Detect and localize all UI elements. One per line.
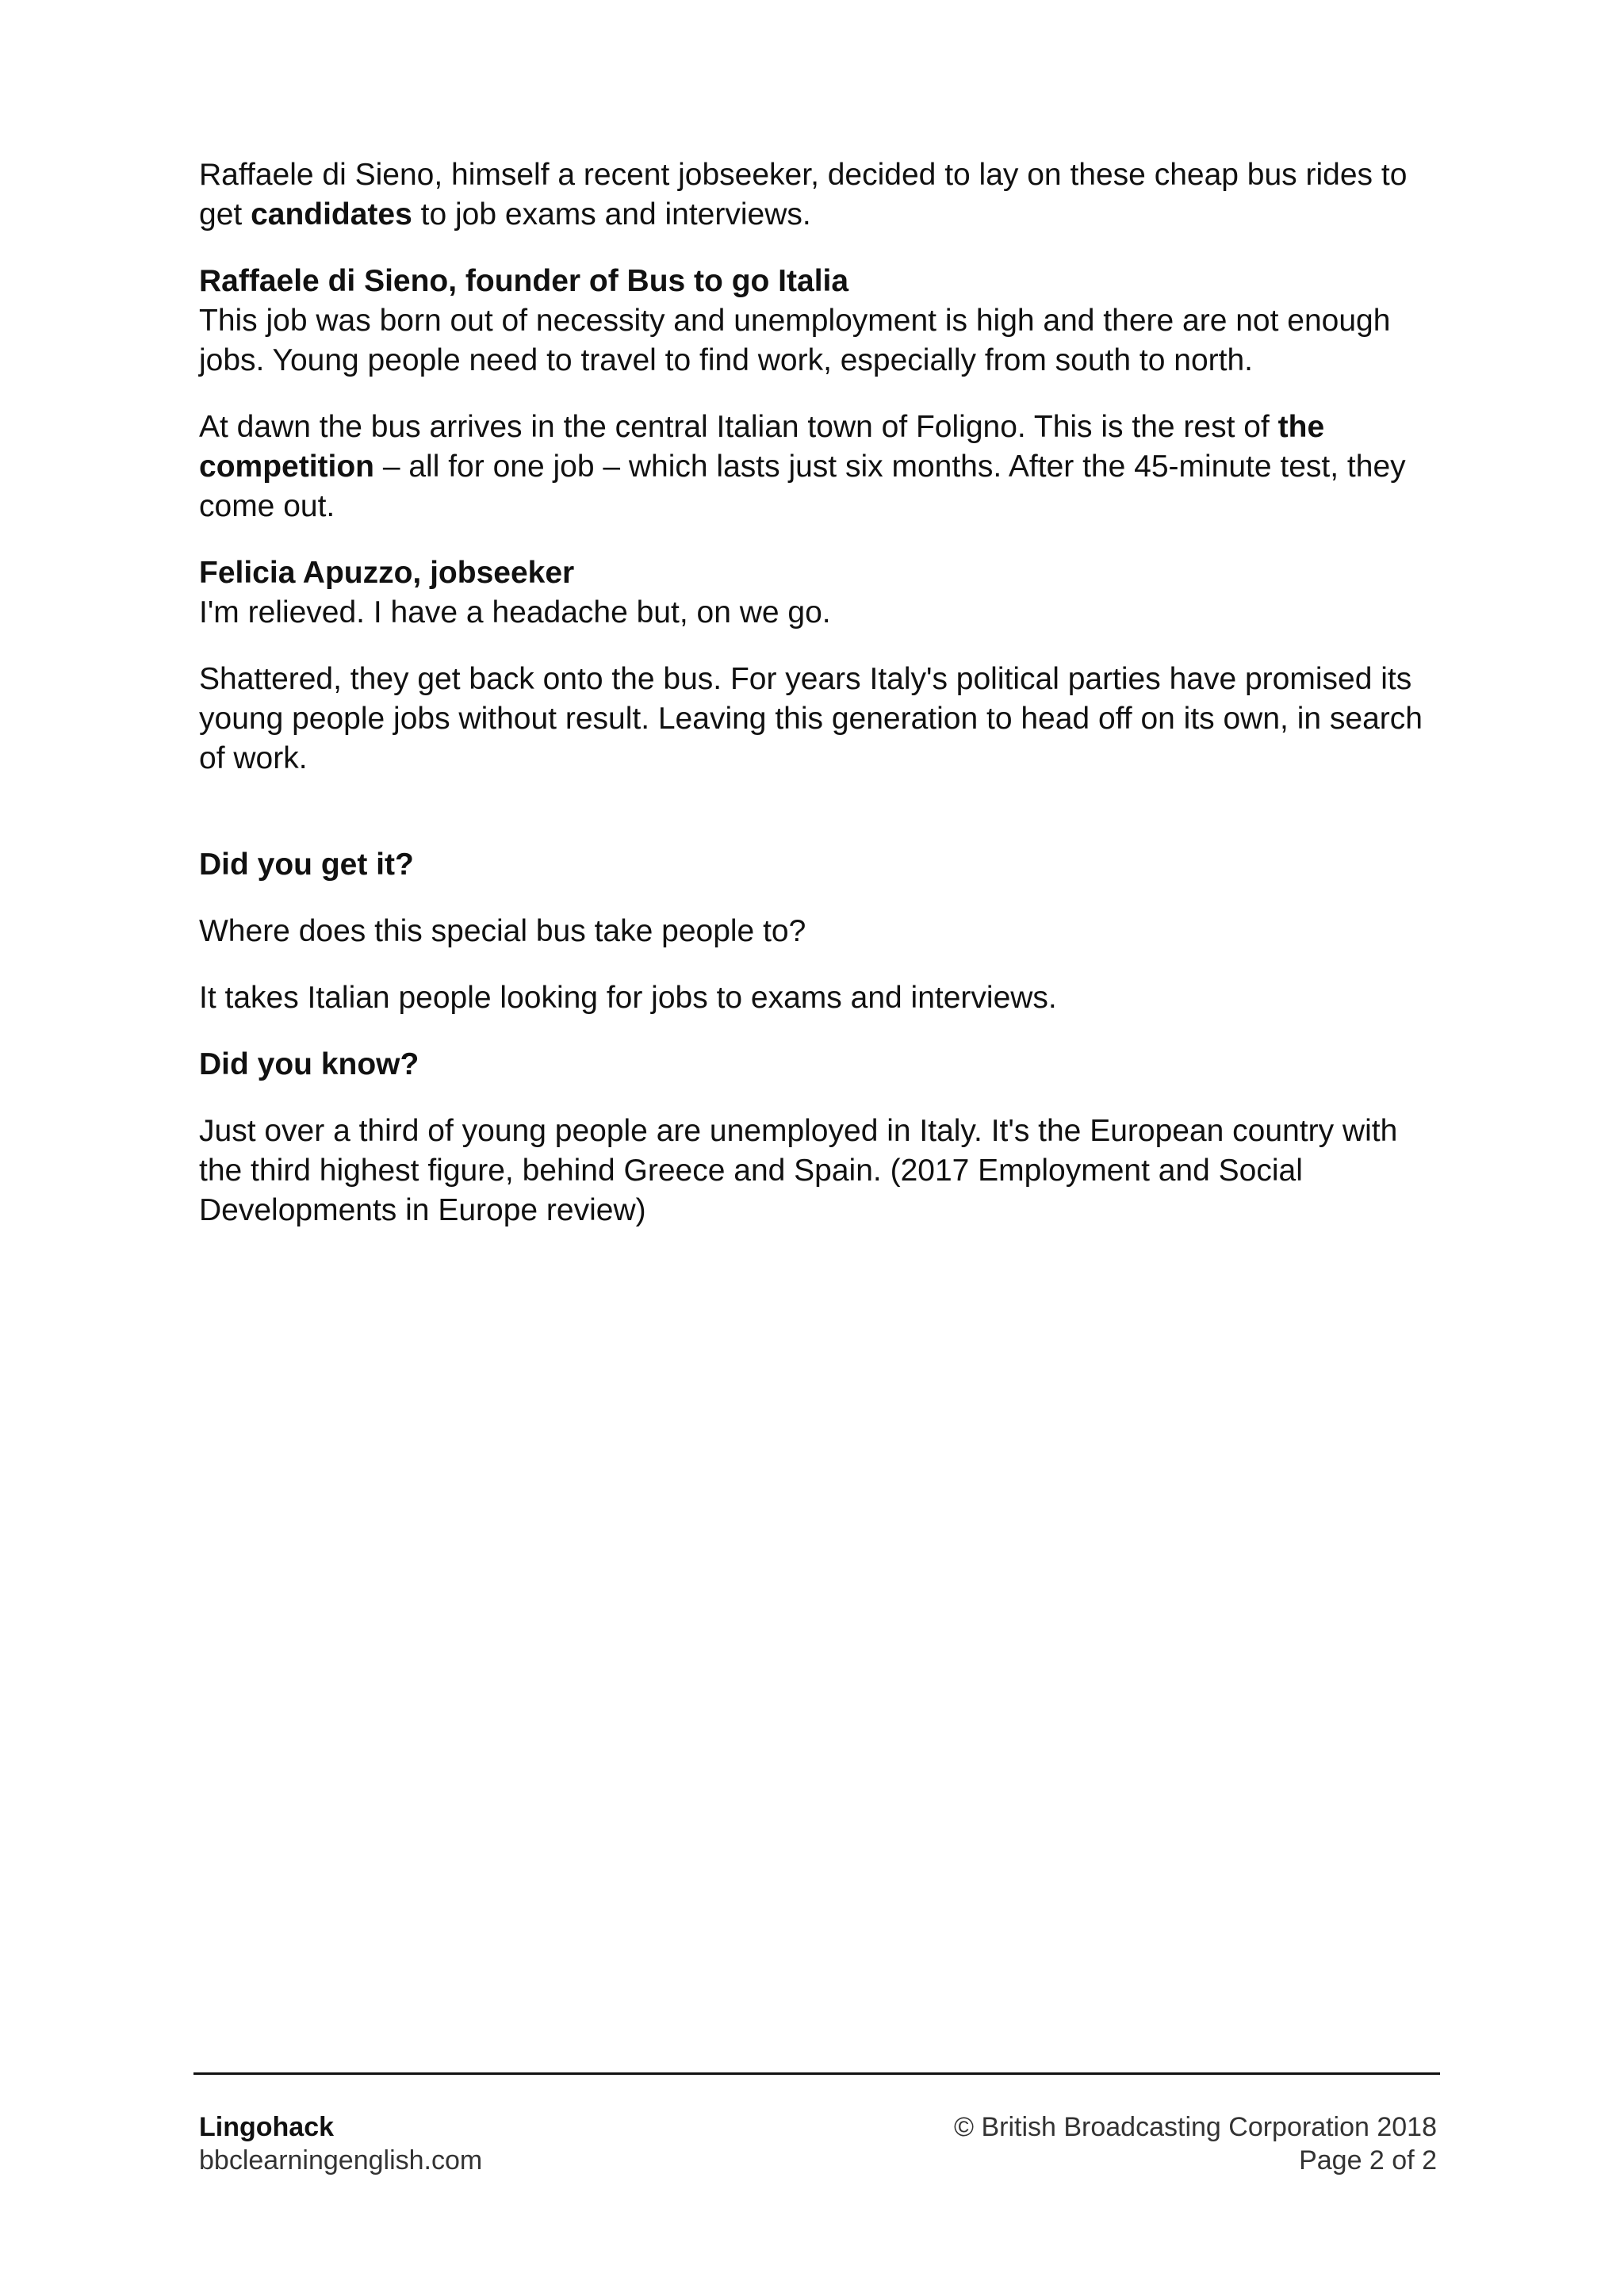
intro-text-start: Raffaele di Sieno, himself a recent jobseeker, decided to lay on these cheap bus rides to get (199, 158, 1408, 232)
intro-paragraph (199, 155, 1436, 235)
story-text-start: At dawn the bus arrives in the central Italian town of Foligno. This is the rest of (199, 410, 1278, 444)
story-paragraph (199, 408, 1436, 526)
speaker-name: Felicia Apuzzo, jobseeker (199, 556, 575, 590)
vocab-the-competition: the competition (199, 410, 1325, 484)
footer-brand: Lingohack (199, 2112, 335, 2142)
footer-copyright: © British Broadcasting Corporation 2018 (953, 2112, 1437, 2142)
intro-text-end: to job exams and interviews. (412, 197, 811, 232)
quiz-heading: Did you get it? (199, 848, 414, 882)
fact-text: Just over a third of young people are unemployed in Italy. It's the European country with the third highest figure, behind Greece and Spain. (2017 Employment and Social Developments in Europe review) (199, 1114, 1398, 1227)
footer-divider (193, 2072, 1440, 2075)
speaker-quote: This job was born out of necessity and unemployment is high and there are not enough jobs. Young people need to travel to find work, especially from south to north. (199, 304, 1391, 377)
quiz-answer: It takes Italian people looking for jobs to exams and interviews. (199, 981, 1057, 1015)
closing-paragraph: Shattered, they get back onto the bus. For years Italy's political parties have promised its young people jobs without result. Leaving this generation to head off on its own, in search of work. (199, 662, 1423, 775)
speaker-quote: I'm relieved. I have a headache but, on we go. (199, 595, 831, 629)
document-body (199, 155, 1436, 1230)
footer-right (954, 2110, 1437, 2177)
fact-heading: Did you know? (199, 1047, 419, 1081)
vocab-candidates: candidates (251, 197, 412, 232)
footer-page-number: Page 2 of 2 (1299, 2145, 1437, 2175)
story-text-end: – all for one job – which lasts just six months. After the 45-minute test, they come out. (199, 450, 1406, 523)
footer-website: bbclearningenglish.com (199, 2145, 483, 2175)
quiz-question: Where does this special bus take people to? (199, 914, 806, 948)
speaker-name: Raffaele di Sieno, founder of Bus to go Italia (199, 264, 849, 298)
footer-left (199, 2110, 482, 2177)
